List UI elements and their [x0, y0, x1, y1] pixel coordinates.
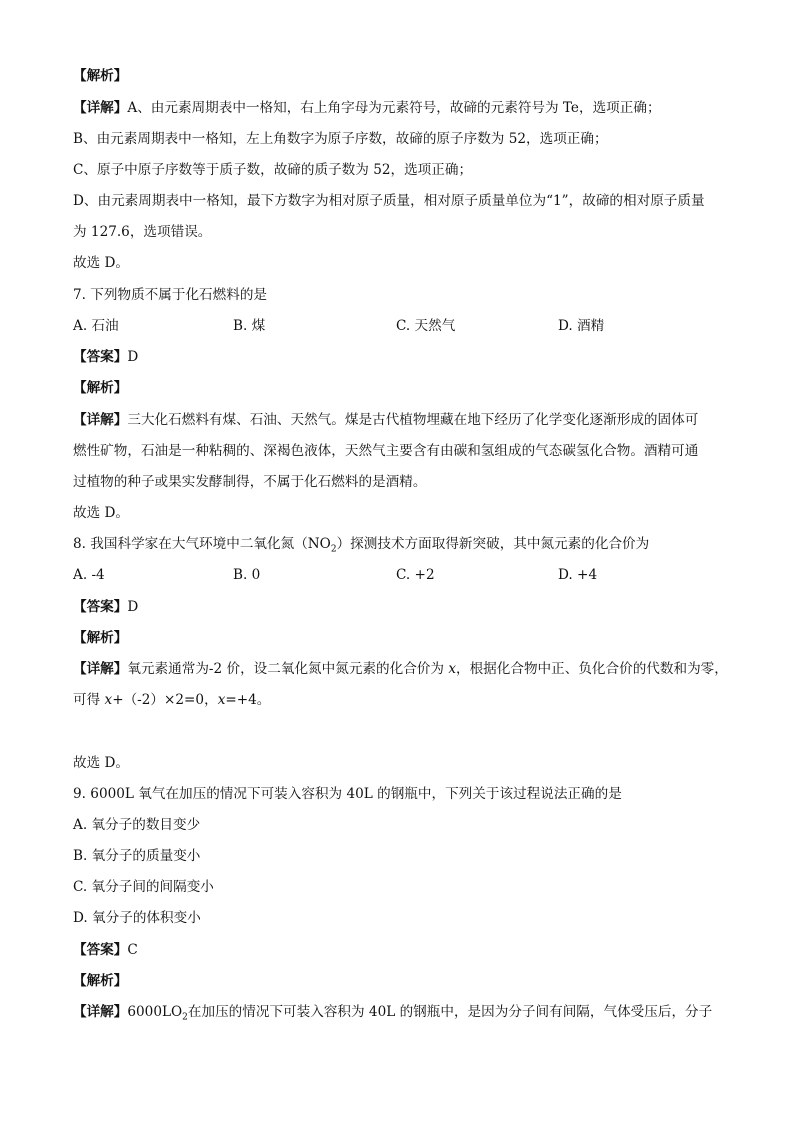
- q6-detail-line-2: B、由元素周期表中一格知，左上角数字为原子序数，故碲的原子序数为 52，选项正确；: [73, 131, 608, 147]
- q7-option-b: B. 煤: [233, 318, 266, 334]
- q7-detail-line-2: 燃性矿物，石油是一种粘稠的、深褐色液体，天然气主要含有由碳和氢组成的气态碳氢化合物。酒精可通: [73, 443, 699, 459]
- q8-detail-text-2c: =+4。: [225, 692, 271, 708]
- q9-option-b: B. 氧分子的质量变小: [73, 848, 201, 864]
- q8-stem-part-2: ）探测技术方面取得新突破，其中氮元素的化合价为: [336, 536, 650, 552]
- q9-stem: 9. 6000L 氧气在加压的情况下可装入容积为 40L 的钢瓶中，下列关于该过程说法正确的是: [73, 786, 622, 802]
- q8-option-c: C. +2: [396, 567, 435, 583]
- q9-detail-subscript: 2: [182, 1012, 188, 1023]
- q7-stem: 7. 下列物质不属于化石燃料的是: [73, 287, 268, 303]
- q7-answer-line: [73, 347, 138, 367]
- q6-detail-line-3: C、原子中原子序数等于质子数，故碲的质子数为 52，选项正确；: [73, 162, 473, 178]
- q8-detail-line-2: [73, 690, 270, 710]
- answer-label: 【答案】: [73, 349, 128, 365]
- q7-detail-line-3: 过植物的种子或果实发酵制得，不属于化石燃料的是酒精。: [73, 474, 427, 490]
- q8-variable: x: [217, 692, 226, 708]
- answer-label: 【答案】: [73, 942, 128, 958]
- q8-stem-subscript: 2: [330, 544, 337, 555]
- q7-analysis-label: 【解析】: [73, 380, 128, 396]
- detail-label: 【详解】: [73, 412, 128, 428]
- q6-detail-text-1: A、由元素周期表中一格知，右上角字母为元素符号，故碲的元素符号为 Te，选项正确；: [127, 100, 661, 116]
- q7-option-a: A. 石油: [73, 318, 119, 334]
- q6-detail-line-4: D、由元素周期表中一格知，最下方数字为相对原子质量，相对原子质量单位为“1”，故碲的相对原子质量: [73, 193, 705, 209]
- q8-variable: x: [448, 661, 456, 677]
- q7-option-c: C. 天然气: [396, 318, 456, 334]
- q9-answer: C: [127, 942, 138, 958]
- q9-analysis-label: 【解析】: [73, 973, 128, 989]
- q7-detail-line-1: [73, 410, 698, 430]
- q7-answer: D: [127, 349, 139, 365]
- answer-label: 【答案】: [73, 599, 128, 615]
- q8-detail-text-1a: 氧元素通常为-2 价，设二氧化氮中氮元素的化合价为: [127, 661, 449, 677]
- q8-stem: [73, 534, 649, 560]
- detail-label: 【详解】: [73, 100, 128, 116]
- q7-detail-text-1: 三大化石燃料有煤、石油、天然气。煤是古代植物埋藏在地下经历了化学变化逐渐形成的固体可: [127, 412, 699, 428]
- q9-detail-text-1a: 6000LO: [127, 1004, 183, 1020]
- q9-detail-line-1: [73, 1002, 712, 1028]
- analysis-label: 【解析】: [73, 68, 128, 84]
- detail-label: 【详解】: [73, 1004, 128, 1020]
- q8-detail-text-2a: 可得: [73, 692, 105, 708]
- q9-option-a: A. 氧分子的数目变少: [73, 817, 201, 833]
- detail-label: 【详解】: [73, 661, 128, 677]
- q6-detail-line-1: [73, 98, 661, 118]
- q8-option-a: A. -4: [73, 567, 105, 583]
- q9-answer-line: [73, 940, 138, 960]
- q8-option-b: B. 0: [233, 567, 261, 583]
- q9-option-d: D. 氧分子的体积变小: [73, 910, 201, 926]
- q6-detail-line-5: 为 127.6，选项错误。: [73, 224, 212, 240]
- q8-stem-part-1: 8. 我国科学家在大气环境中二氧化氮（NO: [73, 536, 331, 552]
- q8-conclusion: 故选 D。: [73, 755, 130, 771]
- q6-conclusion: 故选 D。: [73, 255, 130, 271]
- q7-option-d: D. 酒精: [558, 318, 605, 334]
- q8-detail-line-1: [73, 659, 728, 679]
- q9-option-c: C. 氧分子间的间隔变小: [73, 879, 214, 895]
- q9-detail-text-1b: 在加压的情况下可装入容积为 40L 的钢瓶中，是因为分子间有间隔，气体受压后，分子: [187, 1004, 713, 1020]
- q8-detail-text-1b: ，根据化合物中正、负化合价的代数和为零，: [456, 661, 728, 677]
- q8-answer-line: [73, 597, 138, 617]
- q8-answer: D: [127, 599, 139, 615]
- q8-detail-text-2b: +（-2）×2=0，: [112, 692, 218, 708]
- q7-conclusion: 故选 D。: [73, 505, 130, 521]
- q8-option-d: D. +4: [558, 567, 598, 583]
- q8-analysis-label: 【解析】: [73, 630, 128, 646]
- q8-variable: x: [104, 692, 113, 708]
